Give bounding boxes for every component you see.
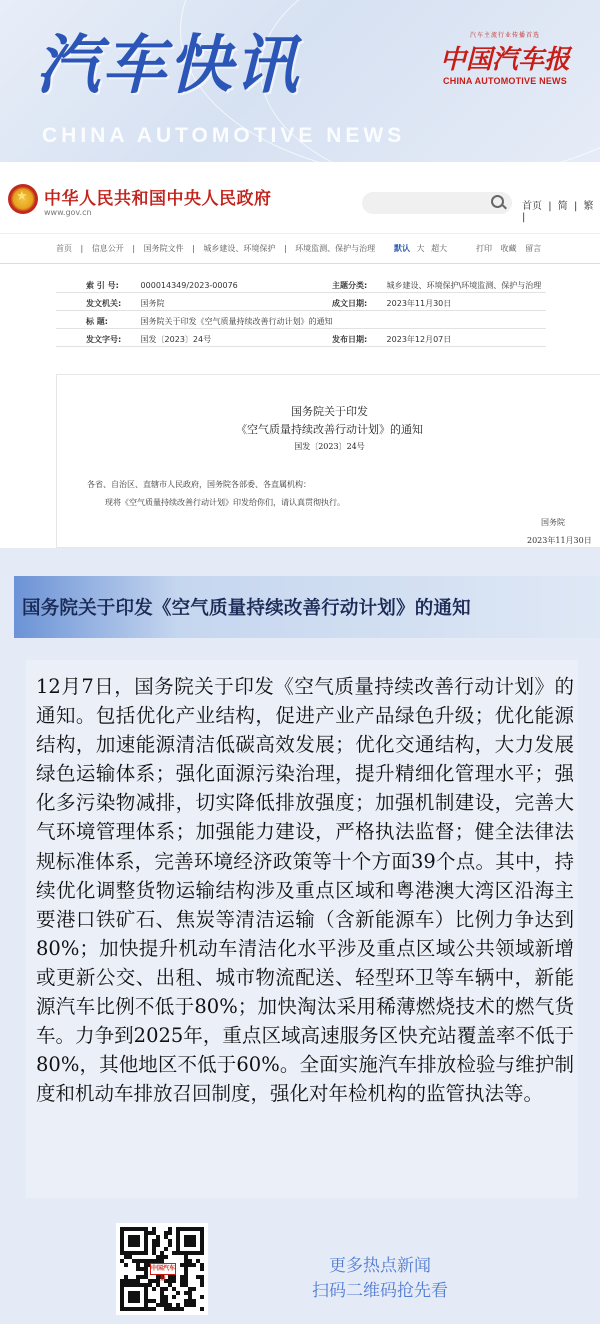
index-label: 索 引 号:: [86, 281, 119, 290]
docno-label: 发文字号:: [86, 335, 122, 344]
qr-logo: 中国汽车报: [151, 1265, 176, 1282]
doc-heading-line1: 国务院关于印发: [291, 405, 368, 418]
doc-number: 国发〔2023〕24号: [294, 442, 365, 451]
divider: [56, 346, 546, 347]
breadcrumb-subcategory[interactable]: 环境监测、保护与治理: [295, 244, 376, 253]
lang-home[interactable]: 首页: [522, 201, 542, 212]
brand-name-cn: 中国汽车报: [439, 45, 570, 75]
lang-simplified[interactable]: 简: [557, 201, 568, 212]
banner-title: 汽车快讯: [36, 29, 300, 103]
issuer-value: 国务院: [140, 299, 165, 308]
separator: |: [283, 244, 287, 253]
doc-addressees: 各省、自治区、直辖市人民政府，国务院各部委、各直属机构：: [87, 480, 311, 489]
separator: |: [573, 201, 578, 212]
separator: |: [132, 244, 136, 253]
breadcrumb-docs[interactable]: 国务院文件: [143, 244, 184, 253]
breadcrumb-info[interactable]: 信息公开: [91, 244, 124, 253]
topic-label: 主题分类:: [332, 281, 368, 290]
title-value: 国务院关于印发《空气质量持续改善行动计划》的通知: [140, 317, 333, 326]
national-emblem-icon: [8, 184, 38, 214]
search-icon[interactable]: [491, 195, 504, 208]
topic-value: 城乡建设、环境保护\环境监测、保护与治理: [386, 281, 542, 290]
font-size-controls: [394, 243, 447, 254]
breadcrumb-category[interactable]: 城乡建设、环境保护: [203, 244, 276, 253]
published-label: 发布日期:: [332, 335, 368, 344]
footer-line2: 扫码二维码抢先看: [312, 1281, 448, 1301]
index-value: 000014349/2023-00076: [140, 281, 238, 290]
article-box: [26, 660, 578, 1198]
font-default[interactable]: 默认: [394, 244, 410, 253]
header-banner: [0, 0, 600, 162]
banner-subtitle: CHINA AUTOMOTIVE NEWS: [42, 124, 406, 147]
docno-value: 国发〔2023〕24号: [140, 335, 212, 344]
font-large[interactable]: 大: [416, 244, 425, 253]
divider: [56, 310, 546, 311]
qr-code[interactable]: [116, 1223, 208, 1315]
breadcrumb-bar: [0, 234, 600, 264]
headline-bar: [14, 576, 600, 638]
created-label: 成文日期:: [332, 299, 368, 308]
created-value: 2023年11月30日: [386, 299, 452, 308]
separator: |: [80, 244, 84, 253]
divider: [56, 328, 546, 329]
print-button[interactable]: 打印: [476, 244, 492, 253]
headline-title: 国务院关于印发《空气质量持续改善行动计划》的通知: [22, 598, 471, 619]
font-xlarge[interactable]: 超大: [431, 244, 448, 253]
language-links: [522, 197, 600, 223]
article-text: 12月7日，国务院关于印发《空气质量持续改善行动计划》的通知。包括优化产业结构，促进产业产品绿色升级；优化能源结构，加速能源清洁低碳高效发展；优化交通结构，大力发展绿色运输体系；强化面源污染治理，提升精细化管理水平；强化多污染物减排，切实降低排放强度；加强机制建设，完善大气环境管理体系；加强能力建设，严格执法监督；健全法律法规标准体系，完善环境经济政策等十个方面39个点。其中，持续优化调整货物运输结构涉及重点区域和粤港澳大湾区沿海主要港口铁矿石、焦炭等清洁运输（含新能源车）比例力争达到80%；加快提升机动车清洁化水平涉及重点区域公共领域新增或更新公交、出租、城市物流配送、轻型环卫等车辆中，新能源汽车比例不低于80%；加快淘汰采用稀薄燃烧技术的燃气货车。力争到2025年，重点区域高速服务区快充站覆盖率不低于80%，其他地区不低于60%。全面实施汽车排放检验与维护制度和机动车排放召回制度，强化对年检机构的监管执法等。: [36, 675, 574, 1106]
doc-heading-line2: 《空气质量持续改善行动计划》的通知: [236, 423, 423, 436]
separator: |: [522, 212, 526, 223]
lang-traditional[interactable]: 繁: [583, 201, 594, 212]
published-value: 2023年12月07日: [386, 335, 452, 344]
brand-name-en: CHINA AUTOMOTIVE NEWS: [443, 76, 567, 86]
breadcrumb: [56, 243, 381, 254]
doc-body-text: 现将《空气质量持续改善行动计划》印发给你们，请认真贯彻执行。: [105, 498, 345, 507]
issuer-label: 发文机关:: [86, 299, 122, 308]
doc-date: 2023年11月30日: [527, 536, 592, 545]
divider: [56, 292, 546, 293]
favorite-button[interactable]: 收藏: [500, 244, 517, 253]
gov-site-name[interactable]: 中华人民共和国中央人民政府: [44, 189, 272, 209]
search-input[interactable]: [362, 192, 512, 214]
breadcrumb-home[interactable]: 首页: [56, 244, 72, 253]
title-label: 标 题:: [86, 317, 108, 326]
gov-header: [0, 162, 600, 234]
separator: |: [192, 244, 195, 253]
qr-module: [200, 1307, 204, 1311]
brand-tagline: 汽车主流行业传播首选: [469, 32, 540, 39]
message-button[interactable]: 留言: [525, 244, 542, 253]
doc-signer: 国务院: [541, 518, 565, 527]
brand-logo: [440, 30, 570, 86]
gov-website-screenshot: [0, 162, 600, 548]
gov-site-url: www.gov.cn: [44, 208, 92, 217]
separator: |: [548, 201, 552, 212]
document-body: [56, 374, 600, 548]
page-tools: [476, 243, 547, 254]
footer-line1: 更多热点新闻: [329, 1256, 431, 1276]
